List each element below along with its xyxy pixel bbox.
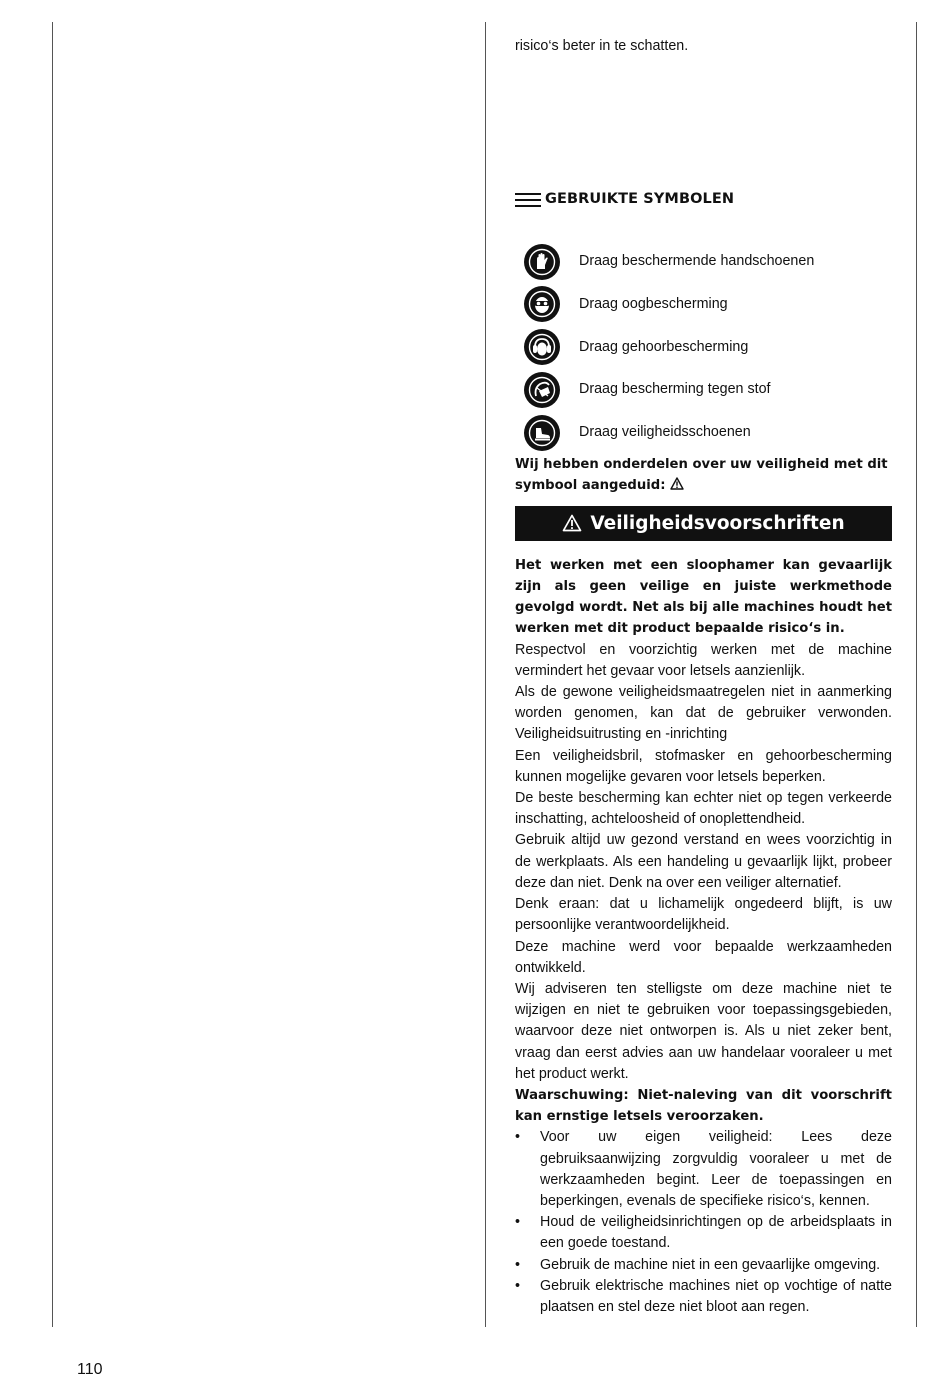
symbol-row <box>515 411 892 454</box>
dust-mask-icon <box>524 372 560 408</box>
symbol-label: Draag veiligheidsschoenen <box>579 423 751 440</box>
symbol-row <box>515 368 892 411</box>
warning-triangle-icon <box>670 477 684 490</box>
right-margin-rule <box>916 22 917 1327</box>
section-title: GEBRUIKTE SYMBOLEN <box>545 191 735 208</box>
eye-protection-icon <box>524 286 560 322</box>
symbol-label: Draag gehoorbescherming <box>579 338 749 355</box>
symbol-label: Draag bescherming tegen stof <box>579 381 771 398</box>
warning-paragraph: Waarschuwing: Niet-naleving van dit voorschrift kan ernstige letsels veroorzaken. <box>515 1087 892 1125</box>
symbols-list <box>515 240 892 453</box>
symbol-row <box>515 326 892 369</box>
intro-line: risico‘s beter in te schatten. <box>515 38 689 54</box>
body-text <box>515 555 892 1318</box>
page-number: 110 <box>77 1361 103 1378</box>
center-column-rule <box>485 22 486 1327</box>
list-item: • Voor uw eigen veiligheid: Lees deze gebruiksaanwijzing zorgvuldig vooraleer u met de werkzaamheden begint. Leer de toepassingen en beperkingen, evenals de specifieke risico‘s, kennen. <box>515 1127 892 1212</box>
safety-shoes-icon <box>524 415 560 451</box>
paragraph: Als de gewone veiligheidsmaatregelen niet in aanmerking worden genomen, kan dat de gebruiker verwonden. Veiligheidsuitrusting en -inrichting <box>515 684 892 743</box>
banner-title: Veiligheidsvoorschriften <box>590 512 845 534</box>
paragraph: Deze machine werd voor bepaalde werkzaamheden ontwikkeld. <box>515 938 892 976</box>
symbol-row <box>515 283 892 326</box>
list-item: • Gebruik elektrische machines niet op vochtige of natte plaatsen en stel deze niet bloot aan regen. <box>515 1276 892 1318</box>
text-column <box>515 36 892 1318</box>
section-lines-icon <box>515 192 541 208</box>
ear-protection-icon <box>524 329 560 365</box>
safety-banner <box>515 506 892 541</box>
list-item: • Gebruik de machine niet in een gevaarlijke omgeving. <box>515 1255 892 1276</box>
symbol-label: Draag oogbescherming <box>579 295 728 312</box>
symbol-label: Draag beschermende handschoenen <box>579 253 815 270</box>
paragraph: Gebruik altijd uw gezond verstand en wees voorzichtig in de werkplaats. Als een handeling u gevaarlijk lijkt, probeer deze dan niet. Denk na over een veiliger alternatief. <box>515 832 892 891</box>
paragraph: Denk eraan: dat u lichamelijk ongedeerd blijft, is uw persoonlijke verantwoordelijkheid. <box>515 896 892 934</box>
left-margin-rule <box>52 22 53 1327</box>
gloves-icon <box>524 244 560 280</box>
paragraph: Een veiligheidsbril, stofmasker en gehoorbescherming kunnen mogelijke gevaren voor letsels beperken. <box>515 747 892 785</box>
section-heading <box>515 189 892 210</box>
bullet-list <box>515 1127 892 1318</box>
paragraph: De beste bescherming kan echter niet op tegen verkeerde inschatting, achteloosheid of onoplettendheid. <box>515 790 892 828</box>
safety-symbol-note-text: Wij hebben onderdelen over uw veiligheid met dit symbool aangeduid: <box>515 456 888 493</box>
paragraph: Wij adviseren ten stelligste om deze machine niet te wijzigen en niet te gebruiken voor toepassingsgebieden, waarvoor deze niet ontworpen is. Als u niet zeker bent, vraag dan eerst advies aan uw handelaar vooraleer u met het product werkt. <box>515 980 892 1082</box>
list-item: • Houd de veiligheidsinrichtingen op de arbeidsplaats in een goede toestand. <box>515 1212 892 1254</box>
paragraph: Het werken met een sloophamer kan gevaarlijk zijn als geen veilige en juiste werkmethode gevolgd wordt. Net als bij alle machines houdt het werken met dit product bepaalde risico‘s in. <box>515 557 892 637</box>
safety-symbol-note <box>515 454 892 496</box>
warning-triangle-icon <box>562 514 582 532</box>
symbol-row <box>515 240 892 283</box>
paragraph: Respectvol en voorzichtig werken met de machine vermindert het gevaar voor letsels aanzienlijk. <box>515 641 892 679</box>
